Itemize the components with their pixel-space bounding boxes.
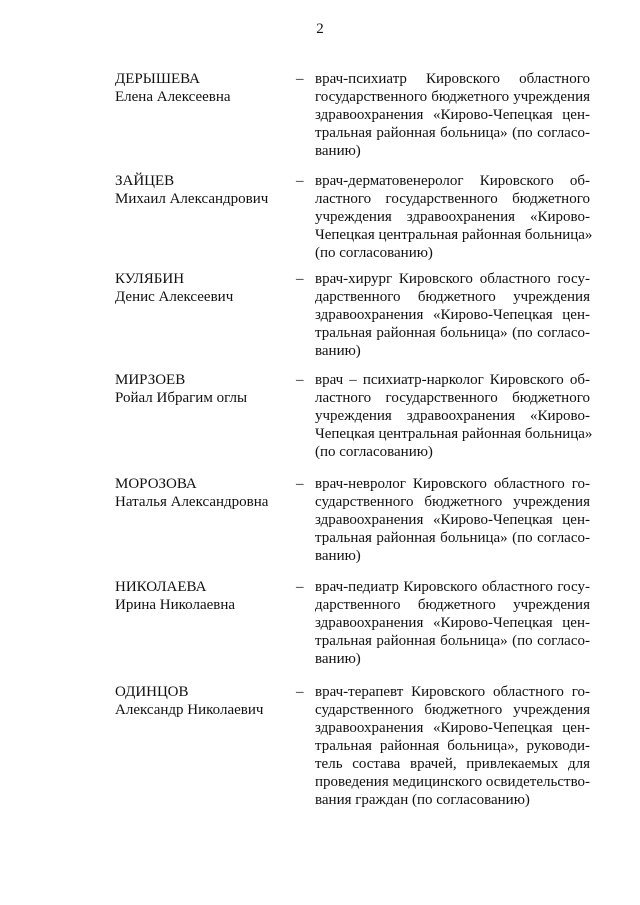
- given-names: Александр Николаевич: [115, 702, 264, 718]
- person-name: [115, 683, 295, 719]
- description-line: сударственного бюджетного учреждения: [315, 702, 590, 718]
- page-number: 2: [316, 21, 324, 37]
- person-name: [115, 578, 295, 614]
- given-names: Ройал Ибрагим оглы: [115, 390, 248, 406]
- description-line: ванию): [315, 343, 361, 359]
- description-line: Чепецкая центральная районная больница»: [315, 426, 593, 442]
- person-name: [115, 172, 295, 208]
- person-name: [115, 475, 295, 511]
- dash: –: [296, 579, 304, 595]
- description-line: ластного государственного бюджетного: [315, 191, 590, 207]
- description-line: государственного бюджетного учреждения: [315, 89, 590, 105]
- given-names: Ирина Николаевна: [115, 597, 236, 613]
- dash: –: [296, 476, 304, 492]
- surname: КУЛЯБИН: [115, 271, 185, 287]
- description-line: дарственного бюджетного учреждения: [315, 597, 590, 613]
- surname: ОДИНЦОВ: [115, 684, 189, 700]
- dash: –: [296, 684, 304, 700]
- description-line: тральная районная больница» (по согласо-: [315, 633, 590, 649]
- description-line: дарственного бюджетного учреждения: [315, 289, 590, 305]
- position-description: [315, 270, 590, 360]
- dash: –: [296, 173, 304, 189]
- description-line: врач-невролог Кировского областного го-: [315, 476, 590, 492]
- description-line: учреждения здравоохранения «Кирово-: [315, 408, 590, 424]
- description-line: врач – психиатр-нарколог Кировского об-: [315, 372, 590, 388]
- position-description: [315, 172, 593, 262]
- position-description: [315, 683, 590, 809]
- description-line: врач-дерматовенеролог Кировского об-: [315, 173, 590, 189]
- surname: МИРЗОЕВ: [115, 372, 186, 388]
- given-names: Елена Алексеевна: [115, 89, 231, 105]
- dash: –: [296, 372, 304, 388]
- surname: ЗАЙЦЕВ: [115, 173, 175, 189]
- dash: –: [296, 71, 304, 87]
- description-line: ластного государственного бюджетного: [315, 390, 590, 406]
- description-line: тральная районная больница» (по согласо-: [315, 530, 590, 546]
- description-line: здравоохранения «Кирово-Чепецкая цен-: [315, 307, 590, 323]
- surname: ДЕРЫШЕВА: [115, 71, 201, 87]
- description-line: вания граждан (по согласованию): [315, 792, 530, 808]
- description-line: (по согласованию): [315, 444, 433, 460]
- surname: НИКОЛАЕВА: [115, 579, 207, 595]
- description-line: здравоохранения «Кирово-Чепецкая цен-: [315, 512, 590, 528]
- given-names: Денис Алексеевич: [115, 289, 234, 305]
- description-line: (по согласованию): [315, 245, 433, 261]
- given-names: Наталья Александровна: [115, 494, 269, 510]
- description-line: ванию): [315, 548, 361, 564]
- person-name: [115, 70, 295, 106]
- given-names: Михаил Александрович: [115, 191, 269, 207]
- person-name: [115, 371, 295, 407]
- description-line: проведения медицинского освидетельство-: [315, 774, 591, 790]
- description-line: Чепецкая центральная районная больница»: [315, 227, 593, 243]
- description-line: врач-психиатр Кировского областного: [315, 71, 590, 87]
- description-line: врач-терапевт Кировского областного го-: [315, 684, 590, 700]
- description-line: врач-педиатр Кировского областного госу-: [315, 579, 590, 595]
- position-description: [315, 371, 593, 461]
- description-line: ванию): [315, 651, 361, 667]
- description-line: ванию): [315, 143, 361, 159]
- position-description: [315, 70, 590, 160]
- position-description: [315, 578, 590, 668]
- description-line: тель состава врачей, привлекаемых для: [315, 756, 590, 772]
- description-line: врач-хирург Кировского областного госу-: [315, 271, 590, 287]
- description-line: учреждения здравоохранения «Кирово-: [315, 209, 590, 225]
- description-line: тральная районная больница» (по согласо-: [315, 125, 590, 141]
- description-line: сударственного бюджетного учреждения: [315, 494, 590, 510]
- description-line: здравоохранения «Кирово-Чепецкая цен-: [315, 720, 590, 736]
- dash: –: [296, 271, 304, 287]
- description-line: тральная районная больница» (по согласо-: [315, 325, 590, 341]
- description-line: здравоохранения «Кирово-Чепецкая цен-: [315, 615, 590, 631]
- description-line: тральная районная больница», руководи-: [315, 738, 590, 754]
- person-name: [115, 270, 295, 306]
- position-description: [315, 475, 590, 565]
- surname: МОРОЗОВА: [115, 476, 197, 492]
- description-line: здравоохранения «Кирово-Чепецкая цен-: [315, 107, 590, 123]
